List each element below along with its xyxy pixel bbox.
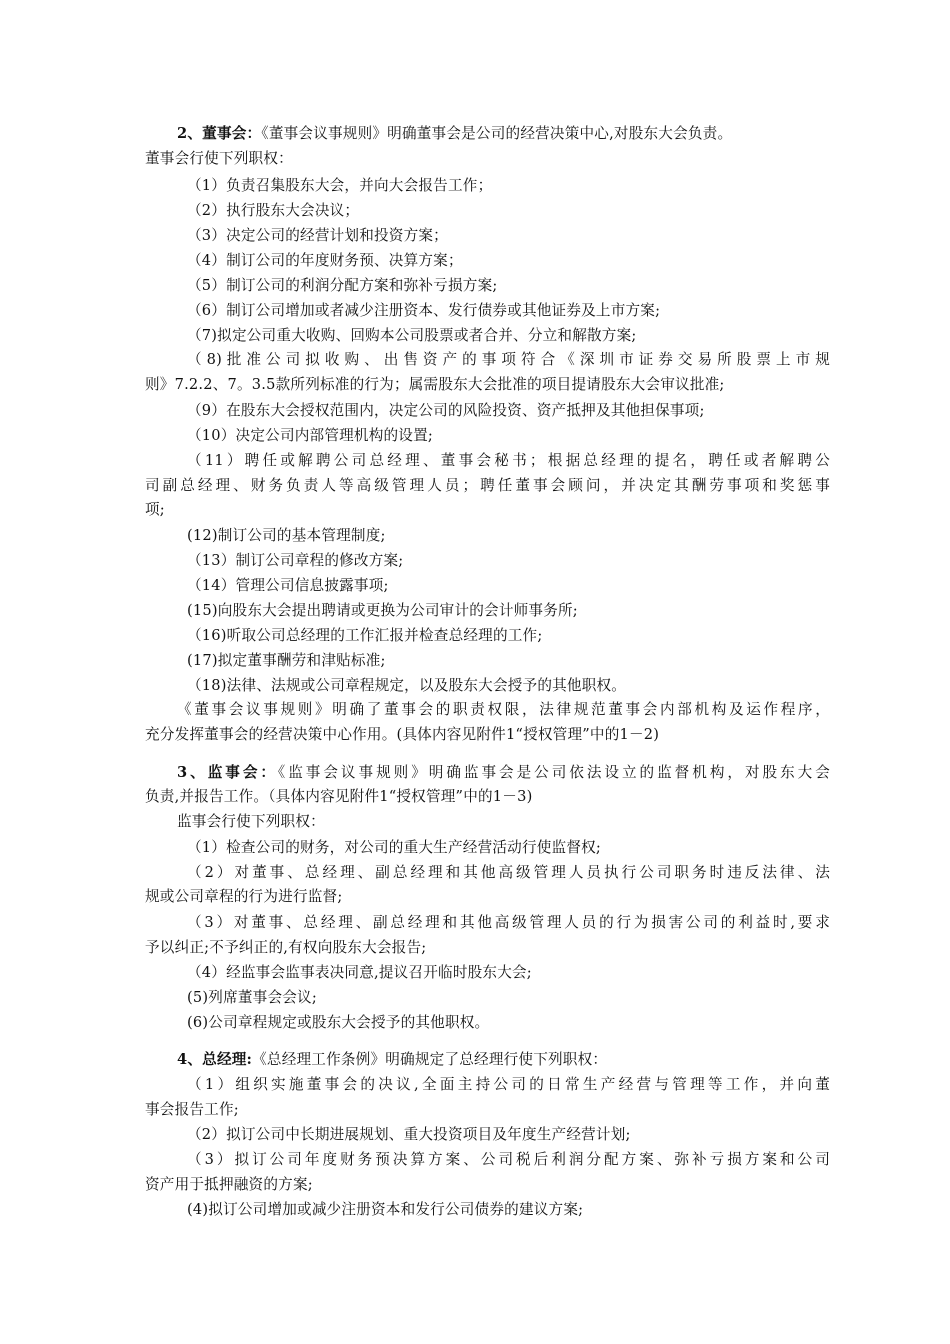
- board-item: （9）在股东大会授权范围内，决定公司的风险投资、资产抵押及其他担保事项;: [187, 402, 705, 419]
- board-item: (15)向股东大会提出聘请或更换为公司审计的会计师事务所;: [187, 602, 578, 619]
- board-item-cont: 司副总经理、财务负责人等高级管理人员；聘任董事会顾问，并决定其酬劳事项和奖惩事: [145, 477, 830, 494]
- board-item: （1）负责召集股东大会，并向大会报告工作；: [187, 177, 493, 194]
- gm-heading: 4、总经理:: [177, 1051, 253, 1068]
- board-item: （6）制订公司增加或者减少注册资本、发行债券或其他证券及上市方案;: [187, 302, 661, 319]
- board-item-cont: 项;: [145, 501, 165, 518]
- gm-paragraph-line: [177, 1050, 830, 1070]
- board-item: （8)批准公司拟收购、出售资产的事项符合《深圳市证券交易所股票上市规: [187, 351, 830, 368]
- supervisory-paragraph-line: [177, 763, 830, 783]
- board-item: （18)法律、法规或公司章程规定，以及股东大会授予的其他职权。: [187, 677, 627, 694]
- gm-item-cont: 资产用于抵押融资的方案;: [145, 1176, 313, 1193]
- supervisory-item: （1）检查公司的财务，对公司的重大生产经营活动行使监督权;: [187, 839, 602, 856]
- board-item-cont: 则》7.2.2、7。3.5款所列标准的行为；属需股东大会批准的项目提请股东大会审议批准;: [145, 376, 725, 393]
- gm-item: （1）组织实施董事会的决议,全面主持公司的日常生产经营与管理等工作，并向董: [187, 1076, 830, 1093]
- board-item: （2）执行股东大会决议；: [187, 202, 360, 219]
- board-item: （14）管理公司信息披露事项;: [187, 577, 389, 594]
- gm-item-cont: 事会报告工作;: [145, 1101, 239, 1118]
- board-closing: 《董事会议事规则》明确了董事会的职责权限，法律规范董事会内部机构及运作程序，: [177, 701, 830, 718]
- gm-item: （3）拟订公司年度财务预决算方案、公司税后利润分配方案、弥补亏损方案和公司: [187, 1151, 830, 1168]
- supervisory-item-cont: 规或公司章程的行为进行监督;: [145, 888, 343, 905]
- supervisory-item: (5)列席董事会会议;: [187, 989, 317, 1006]
- supervisory-item: （4）经监事会监事表决同意,提议召开临时股东大会;: [187, 964, 532, 981]
- supervisory-intro: 《监事会议事规则》明确监事会是公司依法设立的监督机构，对股东大会: [277, 764, 831, 781]
- board-item: （11）聘任或解聘公司总经理、董事会秘书；根据总经理的提名，聘任或者解聘公: [187, 452, 830, 469]
- board-item: （16)听取公司总经理的工作汇报并检查总经理的工作;: [187, 627, 543, 644]
- board-item: (17)拟定董事酬劳和津贴标准;: [187, 652, 386, 669]
- board-intro-cont: 董事会行使下列职权：: [145, 150, 293, 167]
- board-item: (12)制订公司的基本管理制度;: [187, 527, 386, 544]
- board-item: （7)拟定公司重大收购、回购本公司股票或者合并、分立和解散方案;: [187, 327, 637, 344]
- board-item: （3）决定公司的经营计划和投资方案；: [187, 227, 448, 244]
- board-item: （5）制订公司的利润分配方案和弥补亏损方案;: [187, 277, 498, 294]
- supervisory-heading: 3、监事会：: [177, 764, 278, 781]
- board-heading: 2、董事会：: [177, 125, 262, 142]
- supervisory-item: (6)公司章程规定或股东大会授予的其他职权。: [187, 1014, 490, 1031]
- supervisory-item: （3）对董事、总经理、副总经理和其他高级管理人员的行为损害公司的利益时,要求: [187, 914, 830, 931]
- board-item: （10）决定公司内部管理机构的设置;: [187, 427, 433, 444]
- supervisory-powers-lead: 监事会行使下列职权：: [177, 813, 325, 830]
- board-item: （13）制订公司章程的修改方案;: [187, 552, 404, 569]
- board-closing-cont: 充分发挥董事会的经营决策中心作用。(具体内容见附件1“授权管理”中的1－2): [145, 726, 660, 743]
- board-paragraph-line: [177, 124, 838, 144]
- supervisory-item-cont: 予以纠正;不予纠正的,有权向股东大会报告;: [145, 939, 427, 956]
- supervisory-item: （2）对董事、总经理、副总经理和其他高级管理人员执行公司职务时违反法律、法: [187, 864, 830, 881]
- supervisory-intro-cont: 负责,并报告工作。（具体内容见附件1“授权管理”中的1－3): [145, 788, 533, 805]
- gm-item: （2）拟订公司中长期进展规划、重大投资项目及年度生产经营计划;: [187, 1126, 631, 1143]
- gm-intro: 《总经理工作条例》明确规定了总经理行使下列职权：: [252, 1051, 608, 1068]
- gm-item: (4)拟订公司增加或减少注册资本和发行公司债券的建议方案;: [187, 1201, 584, 1218]
- board-item: （4）制订公司的年度财务预、决算方案；: [187, 252, 463, 269]
- board-intro: 《董事会议事规则》明确董事会是公司的经营决策中心,对股东大会负责。: [261, 125, 733, 142]
